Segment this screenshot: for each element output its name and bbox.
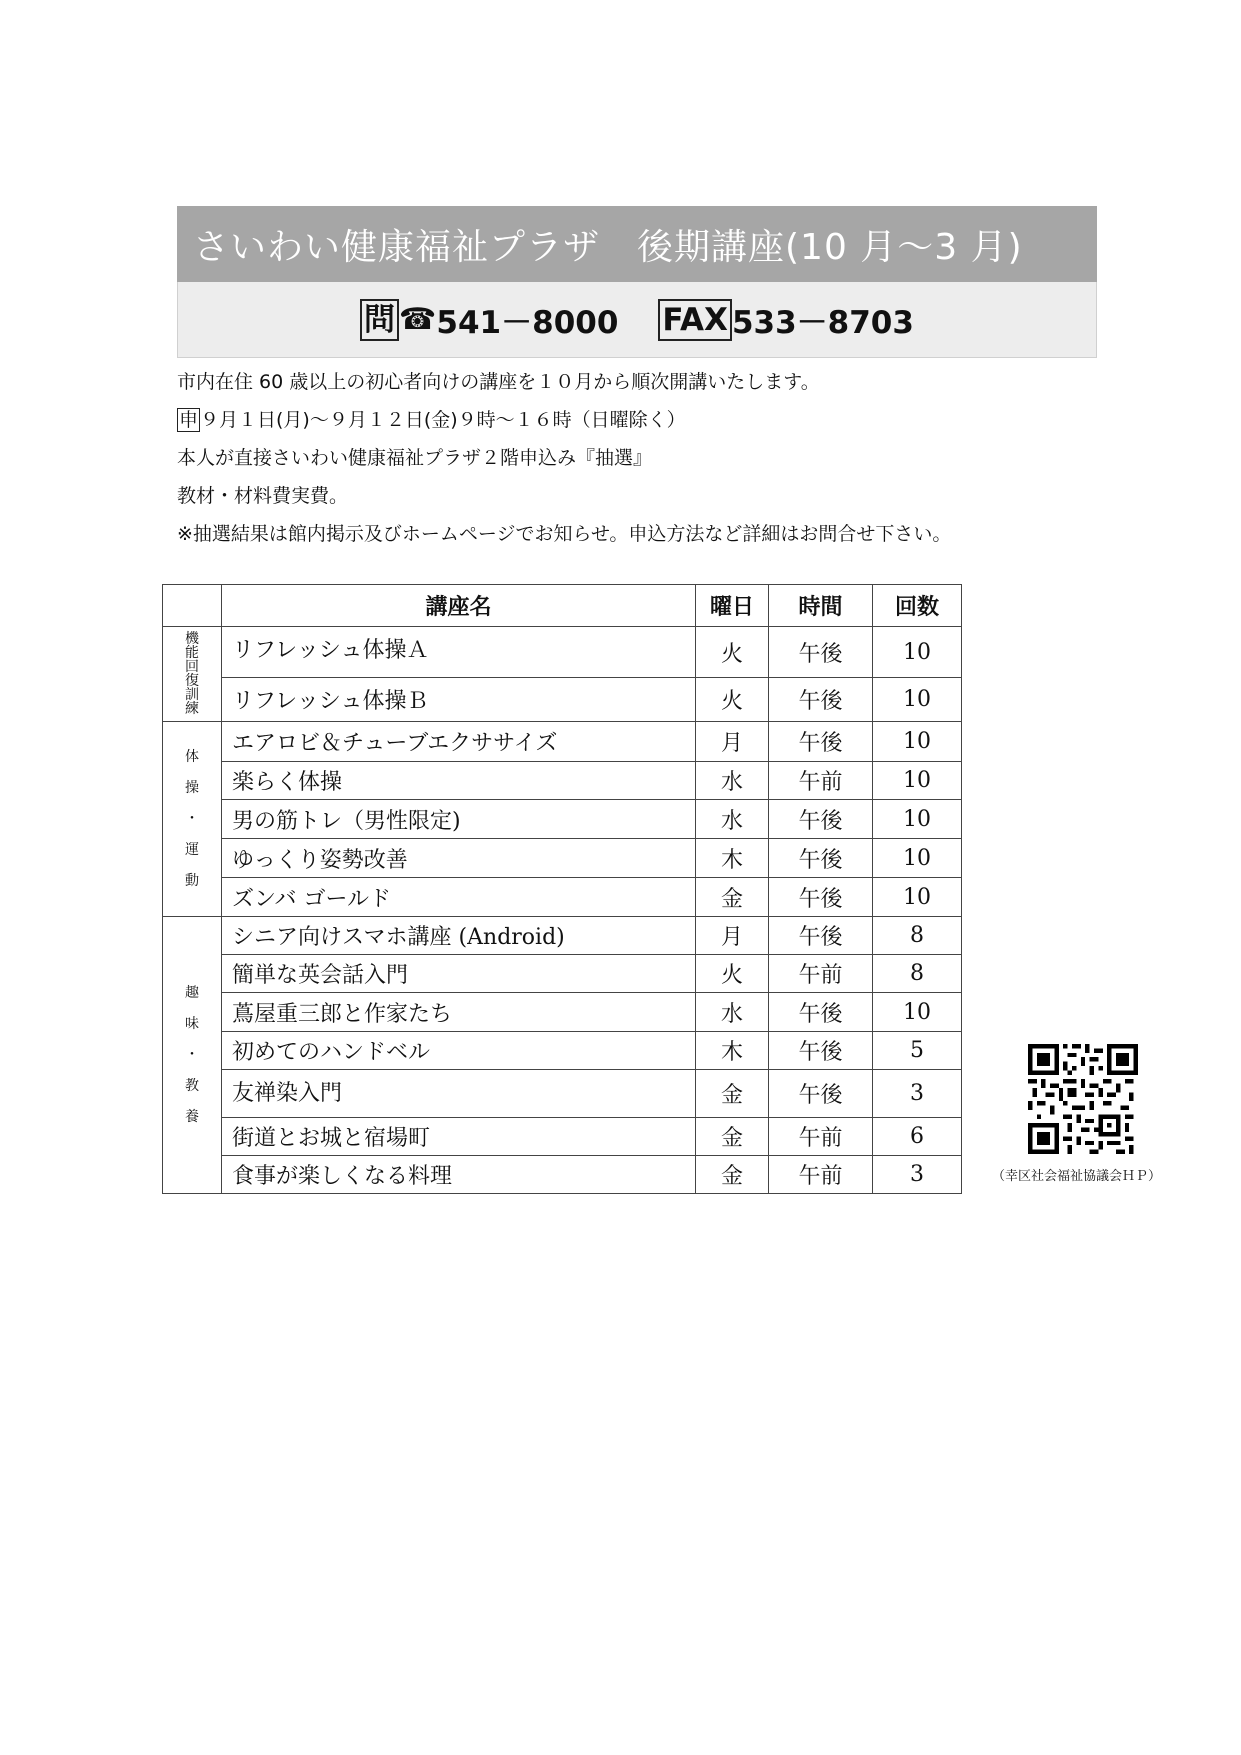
course-name: ゆっくり姿勢改善 bbox=[222, 839, 696, 878]
course-count: 6 bbox=[873, 1118, 962, 1156]
info-line-period bbox=[177, 401, 1157, 439]
course-name: 蔦屋重三郎と作家たち bbox=[222, 993, 696, 1032]
fax-number: 533－8703 bbox=[731, 305, 914, 341]
page-title-banner bbox=[177, 206, 1097, 282]
category-hobby: 趣 味 ・ 教 養 bbox=[163, 917, 222, 1194]
course-name: 友禅染入門 bbox=[222, 1070, 696, 1118]
course-name: リフレッシュ体操Ｂ bbox=[222, 678, 696, 722]
course-name: リフレッシュ体操Ａ bbox=[222, 627, 696, 678]
course-count: 10 bbox=[873, 800, 962, 839]
table-row bbox=[163, 917, 962, 955]
course-name: 街道とお城と宿場町 bbox=[222, 1118, 696, 1156]
course-count: 10 bbox=[873, 993, 962, 1032]
info-line-fee: 教材・材料費実費。 bbox=[177, 485, 349, 507]
course-day: 金 bbox=[696, 1070, 769, 1118]
course-day: 木 bbox=[696, 839, 769, 878]
course-count: 10 bbox=[873, 762, 962, 800]
course-count: 3 bbox=[873, 1070, 962, 1118]
course-day: 火 bbox=[696, 955, 769, 993]
course-time: 午後 bbox=[769, 1032, 873, 1070]
qr-caption: （幸区社会福祉協議会ＨＰ） bbox=[992, 1169, 1162, 1184]
header-day: 曜日 bbox=[696, 585, 769, 627]
fax-label: FAX bbox=[658, 299, 732, 341]
course-day: 月 bbox=[696, 917, 769, 955]
table-row bbox=[163, 800, 962, 839]
course-time: 午後 bbox=[769, 722, 873, 762]
course-count: 10 bbox=[873, 839, 962, 878]
header-time: 時間 bbox=[769, 585, 873, 627]
table-row bbox=[163, 955, 962, 993]
inquiry-label: 問 bbox=[360, 299, 399, 341]
course-day: 水 bbox=[696, 993, 769, 1032]
course-day: 火 bbox=[696, 678, 769, 722]
course-time: 午前 bbox=[769, 955, 873, 993]
info-line-method: 本人が直接さいわい健康福祉プラザ２階申込み『抽選』 bbox=[177, 447, 653, 469]
course-name: エアロビ＆チューブエクササイズ bbox=[222, 722, 696, 762]
course-time: 午後 bbox=[769, 678, 873, 722]
course-day: 金 bbox=[696, 1118, 769, 1156]
course-name: 男の筋トレ（男性限定) bbox=[222, 800, 696, 839]
table-row bbox=[163, 1032, 962, 1070]
course-name: 初めてのハンドベル bbox=[222, 1032, 696, 1070]
course-time: 午後 bbox=[769, 839, 873, 878]
table-row bbox=[163, 1118, 962, 1156]
phone-number: 541－8000 bbox=[436, 305, 619, 341]
course-name: ズンバ ゴールド bbox=[222, 878, 696, 917]
course-count: 8 bbox=[873, 917, 962, 955]
course-time: 午後 bbox=[769, 917, 873, 955]
course-day: 金 bbox=[696, 878, 769, 917]
header-count: 回数 bbox=[873, 585, 962, 627]
header-category bbox=[163, 585, 222, 627]
course-count: 10 bbox=[873, 678, 962, 722]
course-day: 水 bbox=[696, 800, 769, 839]
apply-label: 申 bbox=[179, 409, 199, 431]
course-name: 簡単な英会話入門 bbox=[222, 955, 696, 993]
course-table bbox=[162, 584, 962, 1194]
course-time: 午後 bbox=[769, 627, 873, 678]
course-name: 楽らく体操 bbox=[222, 762, 696, 800]
course-count: 10 bbox=[873, 722, 962, 762]
course-count: 8 bbox=[873, 955, 962, 993]
header-course-name: 講座名 bbox=[222, 585, 696, 627]
info-section bbox=[177, 363, 1157, 553]
table-row bbox=[163, 1156, 962, 1194]
course-name: 食事が楽しくなる料理 bbox=[222, 1156, 696, 1194]
course-time: 午前 bbox=[769, 762, 873, 800]
course-time: 午前 bbox=[769, 1118, 873, 1156]
course-day: 木 bbox=[696, 1032, 769, 1070]
category-exercise: 体 操 ・ 運 動 bbox=[163, 722, 222, 917]
course-name: シニア向けスマホ講座 (Android) bbox=[222, 917, 696, 955]
table-header-row bbox=[163, 585, 962, 627]
course-count: 3 bbox=[873, 1156, 962, 1194]
course-time: 午後 bbox=[769, 800, 873, 839]
apply-period: ９月１日(月)～９月１２日(金)９時～１６時（日曜除く） bbox=[200, 409, 686, 431]
phone-icon: ☎ bbox=[399, 302, 437, 337]
course-time: 午前 bbox=[769, 1156, 873, 1194]
table-row bbox=[163, 1070, 962, 1118]
table-row bbox=[163, 678, 962, 722]
table-row bbox=[163, 627, 962, 678]
info-line-target: 市内在住 60 歳以上の初心者向けの講座を１０月から順次開講いたします。 bbox=[177, 371, 820, 393]
table-row bbox=[163, 878, 962, 917]
table-row bbox=[163, 839, 962, 878]
course-count: 5 bbox=[873, 1032, 962, 1070]
contact-bar bbox=[177, 282, 1097, 358]
course-count: 10 bbox=[873, 878, 962, 917]
table-row bbox=[163, 993, 962, 1032]
course-count: 10 bbox=[873, 627, 962, 678]
page-title: さいわい健康福祉プラザ 後期講座(10 月～3 月) bbox=[193, 226, 1023, 268]
qr-code-icon[interactable] bbox=[1028, 1044, 1138, 1154]
info-line-note: ※抽選結果は館内掲示及びホームページでお知らせ。申込方法など詳細はお問合せ下さい。 bbox=[177, 523, 952, 545]
table-row bbox=[163, 722, 962, 762]
course-day: 水 bbox=[696, 762, 769, 800]
course-time: 午後 bbox=[769, 1070, 873, 1118]
category-rehab: 機 能 回 復 訓 練 bbox=[163, 627, 222, 722]
course-day: 月 bbox=[696, 722, 769, 762]
course-day: 金 bbox=[696, 1156, 769, 1194]
table-row bbox=[163, 762, 962, 800]
course-time: 午後 bbox=[769, 993, 873, 1032]
course-day: 火 bbox=[696, 627, 769, 678]
course-time: 午後 bbox=[769, 878, 873, 917]
